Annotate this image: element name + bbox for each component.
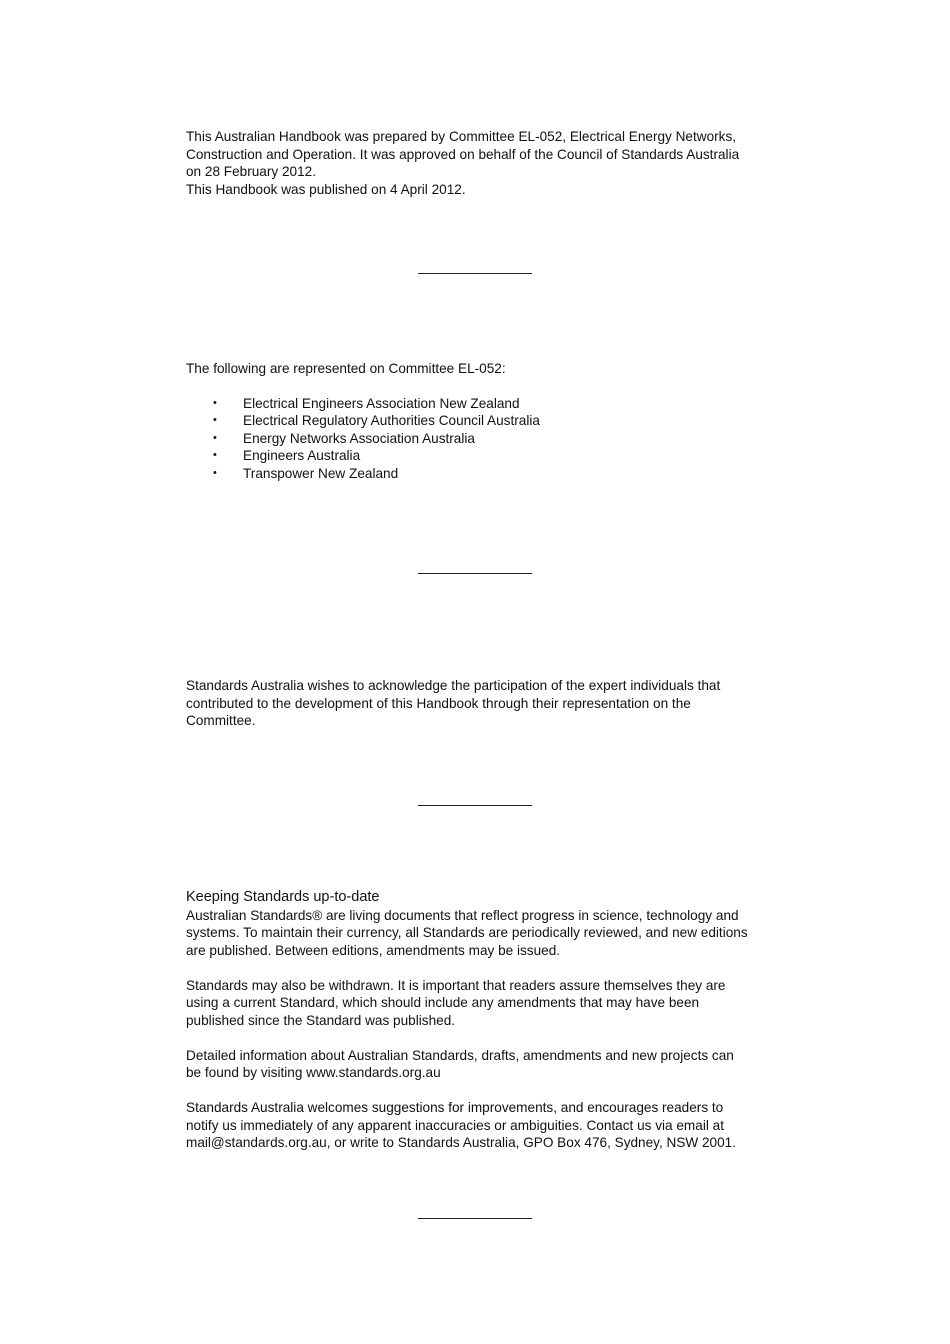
preparation-line: This Australian Handbook was prepared by Committee EL-052, Electrical Energy Networks, <box>186 129 737 144</box>
section-divider <box>418 273 532 274</box>
preparation-line: on 28 February 2012. <box>186 164 316 179</box>
paragraph-line: Detailed information about Australian Standards, drafts, amendments and new projects can <box>186 1047 734 1063</box>
member-name: Electrical Regulatory Authorities Council Australia <box>243 413 540 428</box>
email-link[interactable]: mail@standards.org.au <box>186 1135 327 1150</box>
paragraph-text: , or write to Standards Australia, GPO Box 476, Sydney, NSW 2001. <box>326 1135 737 1150</box>
paragraph-line: are published. Between editions, amendments may be issued. <box>186 942 561 958</box>
acknowledgement-section <box>186 677 771 730</box>
committee-member-list <box>186 395 771 483</box>
paragraph-line: using a current Standard, which should include any amendments that may have been <box>186 995 700 1010</box>
paragraph-line: systems. To maintain their currency, all Standards are periodically reviewed, and new editions <box>186 925 748 940</box>
section-heading: Keeping Standards up-to-date <box>186 889 380 905</box>
paragraph-line: Standards may also be withdrawn. It is important that readers assure themselves they are <box>186 977 726 993</box>
list-item <box>186 430 771 448</box>
paragraph-text: be found by visiting <box>186 1065 307 1080</box>
section-divider <box>418 1218 532 1219</box>
website-link[interactable]: www.standards.org.au <box>306 1065 441 1080</box>
section-divider <box>418 805 532 806</box>
bullet-icon: • <box>213 396 217 409</box>
bullet-icon: • <box>213 414 217 426</box>
list-item <box>186 465 771 483</box>
acknowledgement-line: Standards Australia wishes to acknowledge the participation of the expert individuals that <box>186 678 721 693</box>
paragraph-line: Standards Australia welcomes suggestions for improvements, and encourages readers to <box>186 1100 724 1115</box>
member-name: Engineers Australia <box>243 448 361 463</box>
paragraph-line <box>186 1134 771 1152</box>
paragraph-line: Australian Standards® are living documents that reflect progress in science, technology and <box>186 907 739 923</box>
publication-line: This Handbook was published on 4 April 2012. <box>186 181 466 197</box>
paragraph-line: notify us immediately of any apparent inaccuracies or ambiguities. Contact us via email at <box>186 1117 724 1133</box>
member-name: Energy Networks Association Australia <box>243 430 475 446</box>
bullet-icon: • <box>213 449 217 461</box>
committee-intro: The following are represented on Committee EL-052: <box>186 361 506 376</box>
committee-section <box>186 360 771 482</box>
keeping-standards-section <box>186 889 771 1152</box>
member-name: Electrical Engineers Association New Zealand <box>243 395 520 411</box>
preparation-line: Construction and Operation. It was approved on behalf of the Council of Standards Australia <box>186 146 740 162</box>
list-item <box>186 412 771 430</box>
bullet-icon: • <box>213 431 217 444</box>
list-item <box>186 447 771 465</box>
acknowledgement-line: contributed to the development of this Handbook through their representation on the <box>186 695 691 711</box>
section-divider <box>418 573 532 574</box>
bullet-icon: • <box>213 466 217 479</box>
acknowledgement-line: Committee. <box>186 713 256 728</box>
paragraph-line: published since the Standard was published. <box>186 1012 456 1028</box>
preparation-statement <box>186 128 771 198</box>
list-item <box>186 395 771 413</box>
member-name: Transpower New Zealand <box>243 465 399 481</box>
paragraph-line <box>186 1064 771 1082</box>
